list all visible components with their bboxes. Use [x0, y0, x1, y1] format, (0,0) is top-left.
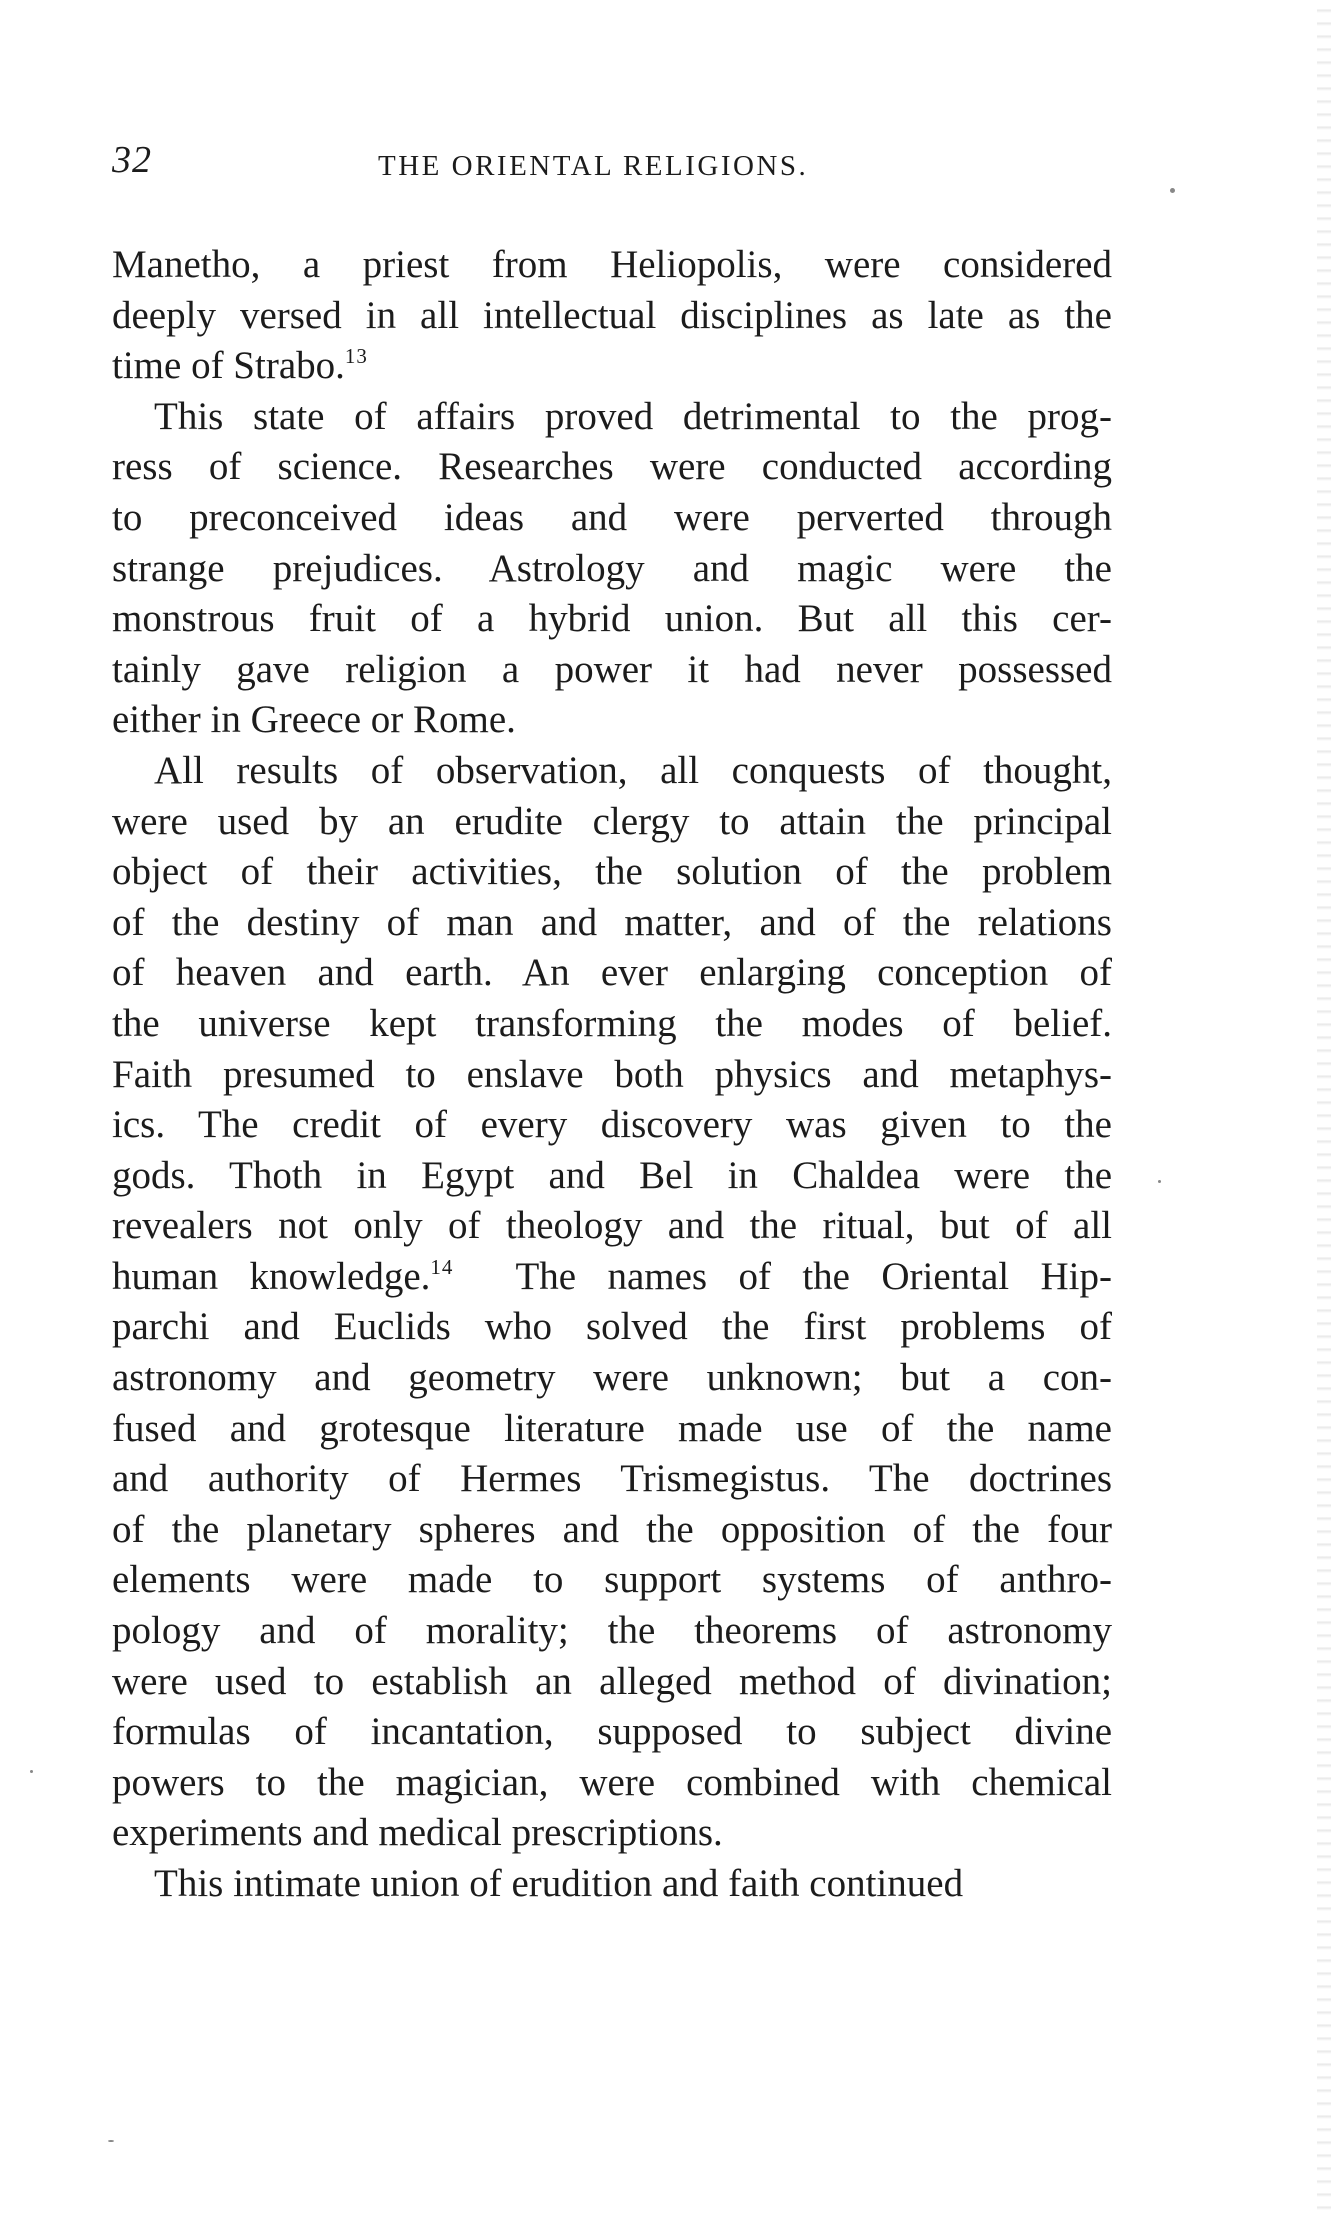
paragraph — [112, 1859, 1112, 1910]
text-fragment: The names of the Oriental Hip- — [453, 1254, 1113, 1298]
footnote-marker: 14 — [430, 1254, 454, 1279]
text-line: astronomy and geometry were unknown; but a con- — [112, 1356, 1112, 1400]
text-line: ress of science. Researches were conducted according — [112, 445, 1112, 489]
text-line: monstrous fruit of a hybrid union. But all this cer- — [112, 597, 1112, 641]
text-line: ics. The credit of every discovery was given to the — [112, 1103, 1112, 1147]
text-line — [112, 341, 1112, 392]
text-line: experiments and medical prescriptions. — [112, 1811, 723, 1855]
text-line: strange prejudices. Astrology and magic were the — [112, 546, 1112, 590]
text-line: pology and of morality; the theorems of astronomy — [112, 1609, 1112, 1653]
text-line: deeply versed in all intellectual disciplines as late as the — [112, 293, 1112, 337]
page-number: 32 — [112, 139, 152, 181]
paragraph — [112, 746, 1112, 1859]
text-fragment: human knowledge. — [112, 1254, 431, 1298]
text-line — [112, 1252, 1112, 1303]
text-line: Manetho, a priest from Heliopolis, were considered — [112, 243, 1112, 286]
text-line: fused and grotesque literature made use of the name — [112, 1406, 1112, 1450]
text-line: of the destiny of man and matter, and of the relations — [112, 900, 1112, 944]
text-fragment: time of Strabo. — [112, 344, 345, 388]
text-line: object of their activities, the solution of the problem — [112, 850, 1112, 894]
text-line: This intimate union of erudition and faith continued — [154, 1862, 964, 1905]
paragraph — [112, 240, 1112, 392]
text-line: were used by an erudite clergy to attain the principal — [112, 799, 1112, 843]
text-line: All results of observation, all conquests of thought, — [154, 748, 1112, 792]
scan-speck — [1170, 188, 1175, 193]
text-line: the universe kept transforming the modes of belief. — [112, 1001, 1112, 1045]
scan-speck — [1158, 1180, 1161, 1183]
text-line: Faith presumed to enslave both physics and metaphys- — [112, 1052, 1112, 1096]
text-line: parchi and Euclids who solved the first problems of — [112, 1305, 1112, 1349]
paragraph — [112, 392, 1112, 746]
text-line: either in Greece or Rome. — [112, 698, 516, 742]
text-line: to preconceived ideas and were perverted through — [112, 495, 1112, 539]
footnote-marker: 13 — [344, 344, 368, 369]
text-line: of the planetary spheres and the opposition of the four — [112, 1507, 1112, 1551]
text-line: and authority of Hermes Trismegistus. The doctrines — [112, 1457, 1112, 1501]
text-line: This state of affairs proved detrimental to the prog- — [154, 394, 1112, 438]
text-line: of heaven and earth. An ever enlarging conception of — [112, 951, 1112, 995]
text-line: powers to the magician, were combined with chemical — [112, 1760, 1112, 1804]
body-text — [112, 240, 1112, 1910]
scan-speck — [108, 2140, 114, 2142]
text-line: formulas of incantation, supposed to subject divine — [112, 1710, 1112, 1754]
text-line: elements were made to support systems of anthro- — [112, 1558, 1112, 1602]
text-line: were used to establish an alleged method of divination; — [112, 1659, 1112, 1703]
page-header — [112, 138, 1112, 198]
running-title: THE ORIENTAL RELIGIONS. — [378, 150, 809, 182]
text-line: gods. Thoth in Egypt and Bel in Chaldea were the — [112, 1153, 1112, 1197]
text-line: revealers not only of theology and the ritual, but of all — [112, 1204, 1112, 1248]
text-line: tainly gave religion a power it had never possessed — [112, 647, 1112, 691]
scan-speck — [30, 1770, 33, 1773]
page-edge-shadow — [1317, 0, 1331, 2219]
